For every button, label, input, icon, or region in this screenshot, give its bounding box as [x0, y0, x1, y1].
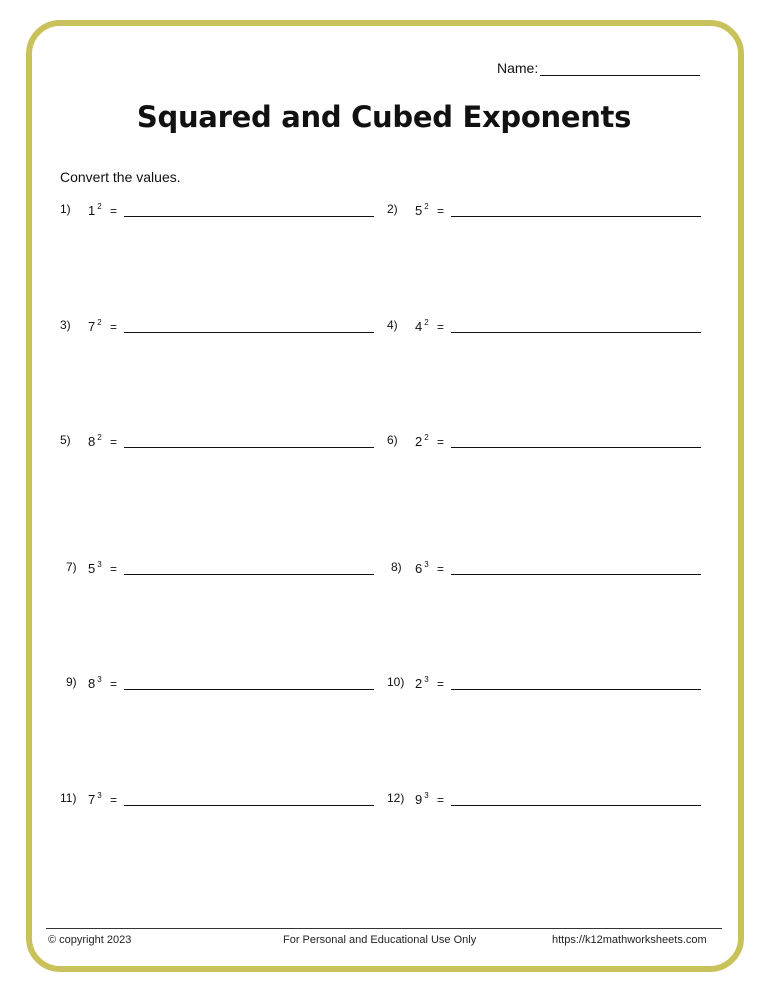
answer-line[interactable]	[124, 332, 374, 333]
problem-number: 4)	[387, 318, 398, 332]
equals-sign: =	[437, 204, 445, 218]
problem-number: 2)	[387, 202, 398, 216]
exponent-expression: 2 $^3$	[415, 675, 429, 691]
equals-sign: =	[437, 320, 445, 334]
equals-sign: =	[110, 562, 118, 576]
exponent-expression: 8 $^2$	[88, 433, 102, 449]
problem-number: 5)	[60, 433, 71, 447]
name-label: Name:	[497, 60, 539, 76]
problem-number: 11)	[60, 791, 77, 805]
exponent-expression: 8 $^3$	[88, 675, 102, 691]
equals-sign: =	[110, 435, 118, 449]
footer-divider	[46, 928, 722, 929]
answer-line[interactable]	[451, 332, 701, 333]
exponent-expression: 9 $^3$	[415, 791, 429, 807]
answer-line[interactable]	[124, 574, 374, 575]
exponent-expression: 5 $^3$	[88, 560, 102, 576]
problem-number: 1)	[60, 202, 71, 216]
instructions: Convert the values.	[60, 169, 181, 185]
exponent-expression: 2 $^2$	[415, 433, 429, 449]
answer-line[interactable]	[124, 216, 374, 217]
footer-website-link[interactable]: https://k12mathworksheets.com	[552, 934, 707, 946]
page-title: Squared and Cubed Exponents	[136, 100, 632, 134]
problem-number: 12)	[387, 791, 405, 805]
name-field[interactable]	[497, 60, 700, 76]
answer-line[interactable]	[451, 574, 701, 575]
equals-sign: =	[437, 435, 445, 449]
exponent-expression: 4 $^2$	[415, 318, 429, 334]
answer-line[interactable]	[451, 447, 701, 448]
answer-line[interactable]	[451, 805, 701, 806]
name-blank-line[interactable]	[540, 61, 700, 76]
problem-number: 6)	[387, 433, 398, 447]
problem-number: 3)	[60, 318, 71, 332]
exponent-expression: 7 $^3$	[88, 791, 102, 807]
equals-sign: =	[437, 562, 445, 576]
equals-sign: =	[110, 320, 118, 334]
exponent-expression: 1 $^2$	[88, 202, 102, 218]
equals-sign: =	[110, 204, 118, 218]
exponent-expression: 5 $^2$	[415, 202, 429, 218]
answer-line[interactable]	[451, 689, 701, 690]
worksheet-frame	[26, 20, 744, 972]
problem-number: 10)	[387, 675, 405, 689]
problem-number: 8)	[391, 560, 402, 574]
answer-line[interactable]	[124, 447, 374, 448]
equals-sign: =	[437, 793, 445, 807]
answer-line[interactable]	[451, 216, 701, 217]
answer-line[interactable]	[124, 689, 374, 690]
answer-line[interactable]	[124, 805, 374, 806]
footer-usage: For Personal and Educational Use Only	[283, 934, 477, 946]
problem-number: 7)	[66, 560, 77, 574]
exponent-expression: 7 $^2$	[88, 318, 102, 334]
equals-sign: =	[437, 677, 445, 691]
equals-sign: =	[110, 793, 118, 807]
equals-sign: =	[110, 677, 118, 691]
footer-copyright: © copyright 2023	[48, 934, 132, 946]
exponent-expression: 6 $^3$	[415, 560, 429, 576]
problem-number: 9)	[66, 675, 77, 689]
